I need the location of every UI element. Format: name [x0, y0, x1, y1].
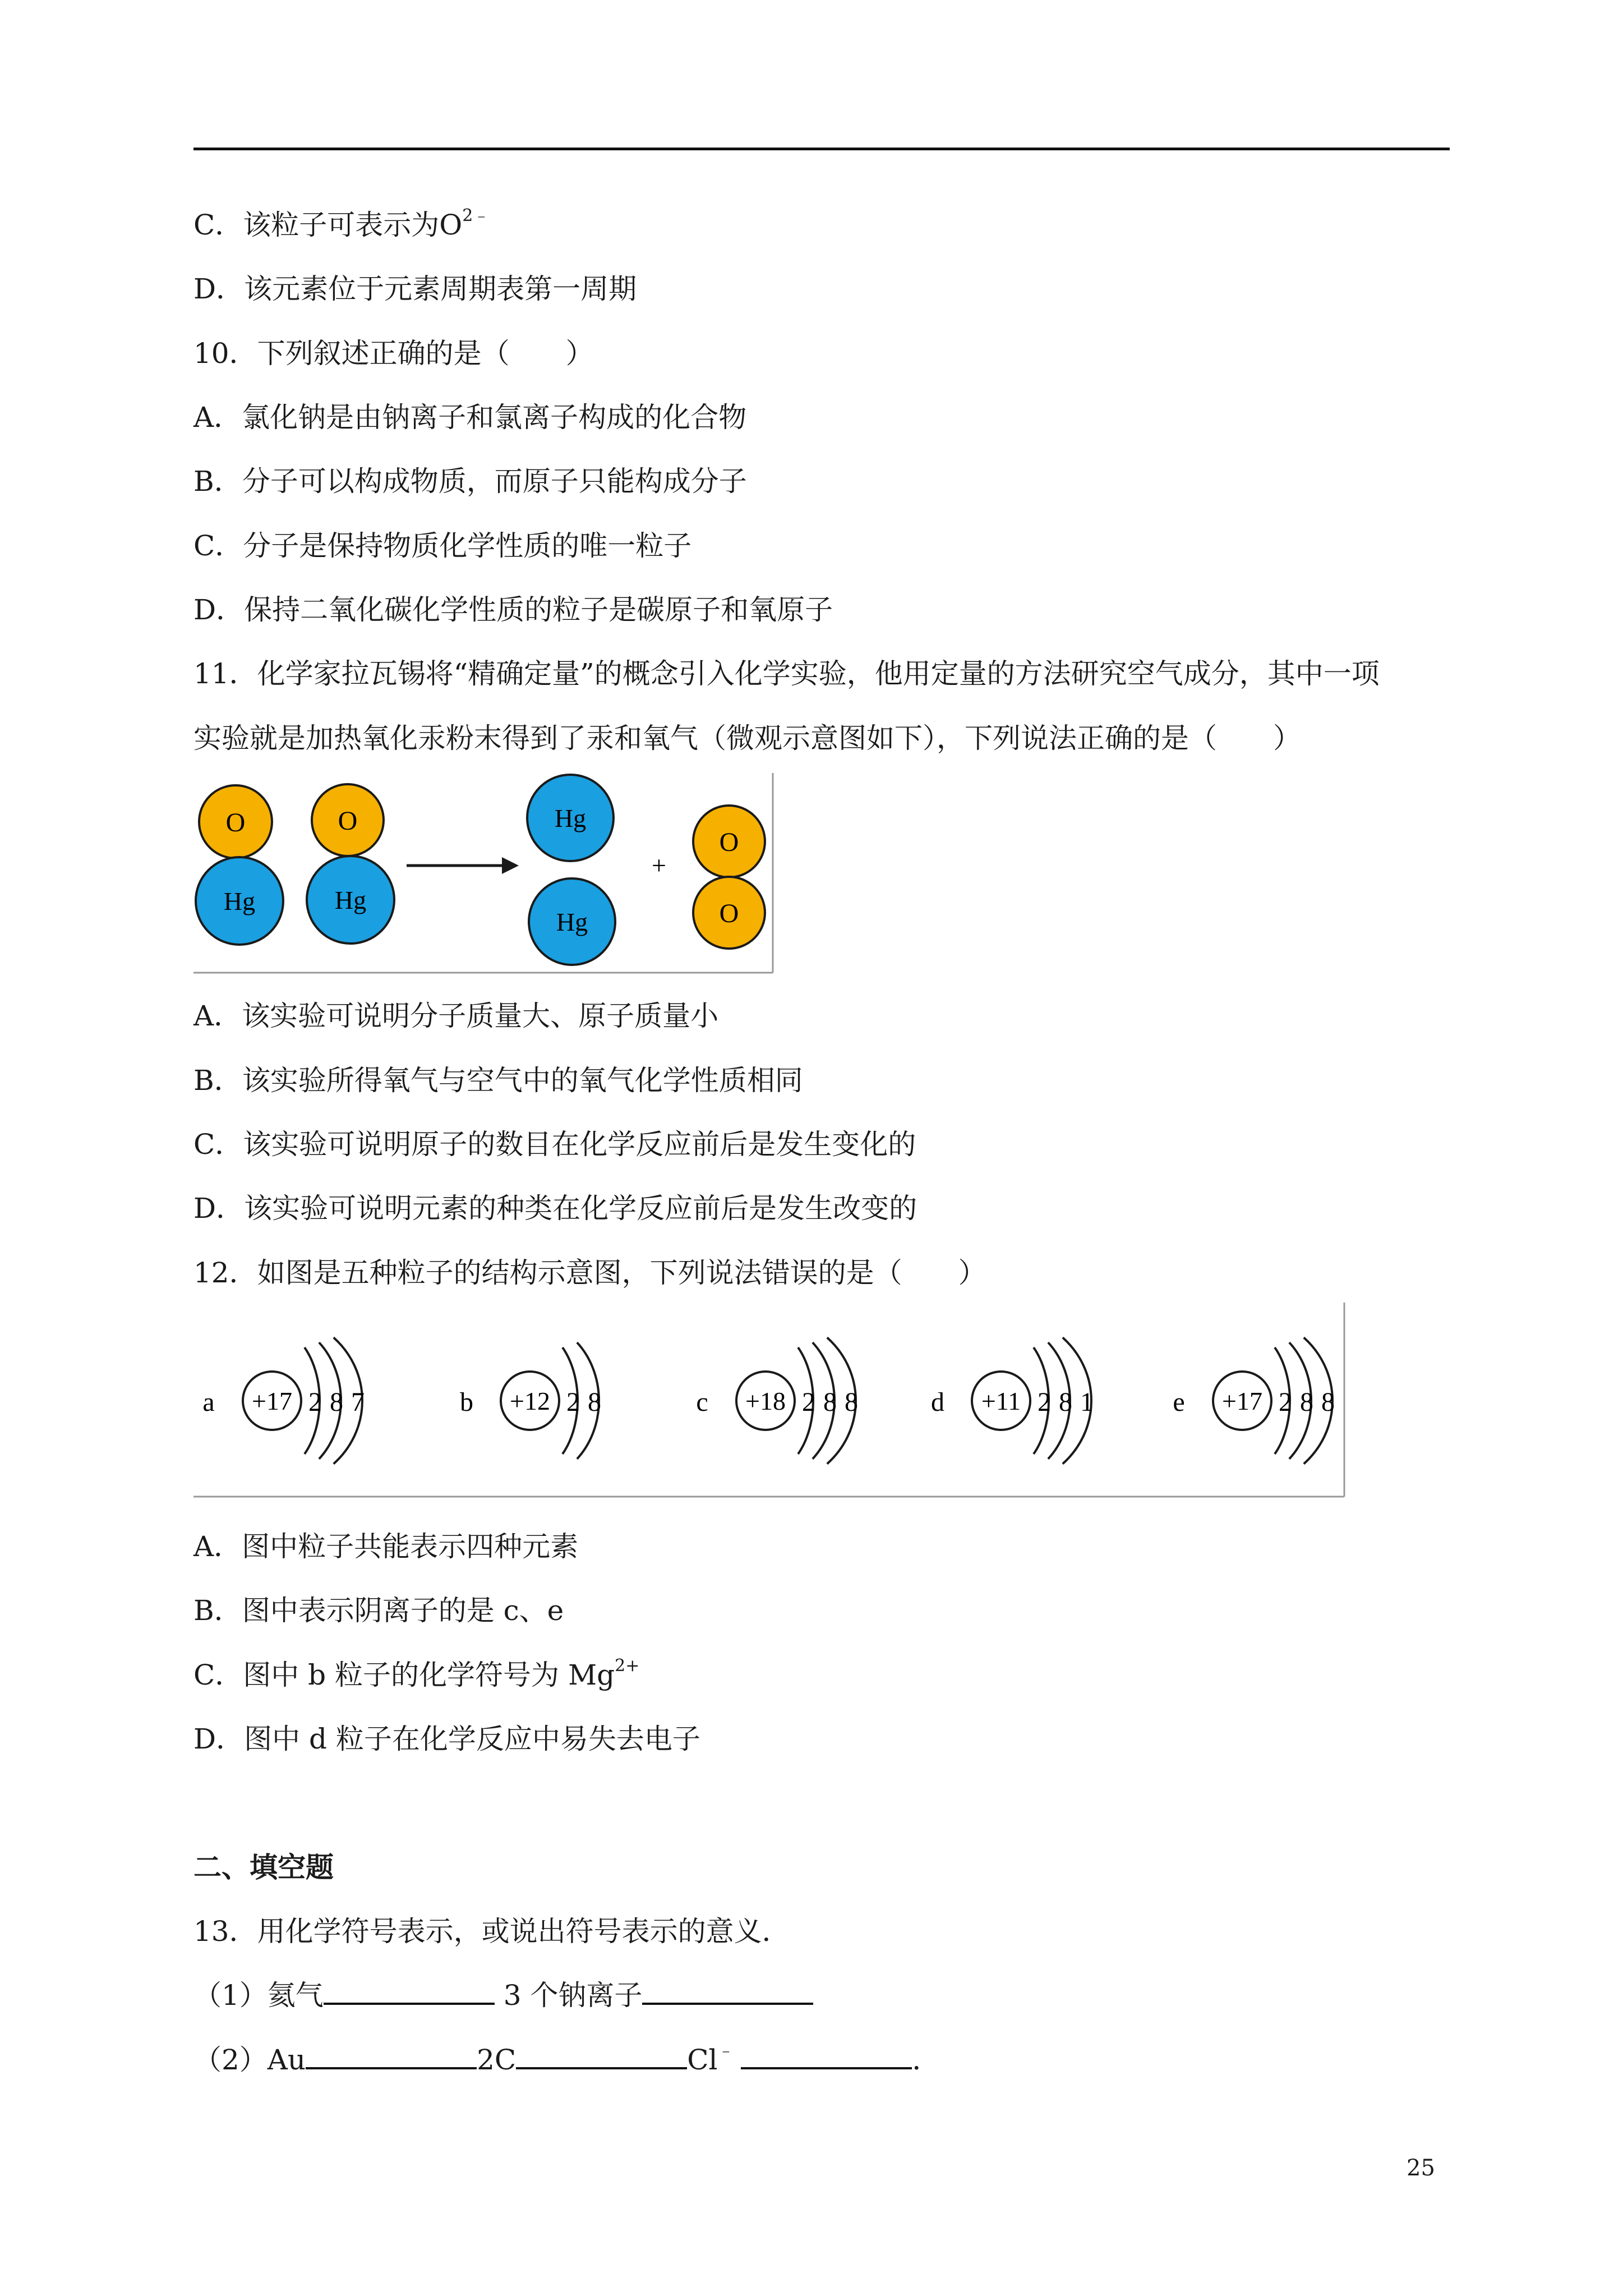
particle-b-nuclear-charge: +12 [510, 1387, 550, 1415]
question-13: 13．用化学符号表示，或说出符号表示的意义． [193, 1915, 790, 1948]
part2-cl-label: Cl [687, 2044, 718, 2076]
answer-blank-cl-ion[interactable] [741, 2042, 912, 2069]
product-mercury-label-2: Hg [556, 908, 588, 936]
option-12d: D．图中 d 粒子在化学反应中易失去电子 [193, 1723, 700, 1755]
option-11a: A．该实验可说明分子质量大、原子质量小 [193, 1000, 719, 1032]
particle-b-shell-1-count: 2 [566, 1387, 580, 1417]
particle-c-nuclear-charge: +18 [745, 1387, 786, 1415]
option-9c [193, 205, 490, 245]
part1-helium-label: （1）氦气 [193, 1979, 324, 2012]
option-10d: D．保持二氧化碳化学性质的粒子是碳原子和氧原子 [193, 593, 833, 626]
question-10: 10．下列叙述正确的是（ ） [193, 337, 594, 370]
option-9c-formula: O [439, 209, 463, 241]
product-oxygen-label-1: O [719, 827, 739, 857]
particle-a-shell-1-count: 2 [308, 1387, 322, 1417]
particle-a-nuclear-charge: +17 [252, 1387, 292, 1415]
particle-a-shell-2-count: 8 [330, 1387, 343, 1417]
plus-sign: + [652, 851, 666, 880]
particle-d-letter: d [931, 1387, 944, 1417]
particle-a-letter: a [202, 1387, 215, 1417]
particle-b-shell-2-count: 8 [588, 1387, 601, 1417]
option-11c: C．该实验可说明原子的数目在化学反应前后是发生变化的 [193, 1128, 916, 1161]
question-11-line2: 实验就是加热氧化汞粉末得到了汞和氧气（微观示意图如下），下列说法正确的是（ ） [193, 722, 1301, 754]
molecule1-oxygen-label: O [225, 808, 246, 838]
option-12c-text: C．图中 b 粒子的化学符号为 Mg [193, 1659, 615, 1691]
particle-c-letter: c [696, 1387, 708, 1417]
option-11b: B．该实验所得氧气与空气中的氧气化学性质相同 [193, 1064, 803, 1097]
figure-atomic-structures [193, 1303, 1346, 1499]
option-9c-text: C．该粒子可表示为 [193, 209, 440, 241]
option-9c-charge: 2﹣ [462, 206, 490, 226]
particle-d-shell-2-count: 8 [1059, 1387, 1072, 1417]
hgo-diagram-svg [193, 773, 774, 974]
option-12c-charge: 2+ [615, 1656, 640, 1676]
particle-e-letter: e [1173, 1387, 1185, 1417]
atomic-structures-svg [193, 1303, 1346, 1499]
particle-c-shell-2-count: 8 [823, 1387, 837, 1417]
product-oxygen-label-2: O [719, 899, 739, 928]
molecule2-oxygen-label: O [338, 806, 358, 836]
particle-e-shell-3-count: 8 [1321, 1387, 1335, 1417]
particle-e-shell-2-count: 8 [1300, 1387, 1313, 1417]
page-number: 25 [1407, 2155, 1435, 2181]
question-13-part1 [193, 1976, 813, 2015]
option-10c: C．分子是保持物质化学性质的唯一粒子 [193, 530, 692, 562]
particle-c-shell-1-count: 2 [802, 1387, 815, 1417]
part1-sodium-ions-label: 3 个钠离子 [494, 1979, 643, 2012]
particle-d-shell-1-count: 2 [1038, 1387, 1051, 1417]
particle-d-nuclear-charge: +11 [981, 1387, 1021, 1415]
particle-d-shell-3-count: 1 [1080, 1387, 1094, 1417]
part2-au-label: （2）Au [193, 2044, 306, 2076]
option-10a: A．氯化钠是由钠离子和氯离子构成的化合物 [193, 401, 747, 434]
question-11-line1: 11．化学家拉瓦锡将“精确定量”的概念引入化学实验，他用定量的方法研究空气成分，其中一项 [193, 657, 1380, 690]
option-10b: B．分子可以构成物质，而原子只能构成分子 [193, 465, 747, 498]
particle-e-nuclear-charge: +17 [1222, 1387, 1262, 1415]
question-12: 12．如图是五种粒子的结构示意图，下列说法错误的是（ ） [193, 1257, 986, 1289]
particle-a-shell-3-count: 7 [351, 1387, 365, 1417]
option-12c [193, 1655, 639, 1695]
option-12b: B．图中表示阴离子的是 c、e [193, 1594, 564, 1627]
part2-2c-label: 2C [477, 2044, 517, 2076]
answer-blank-sodium-ions[interactable] [642, 1978, 813, 2005]
answer-blank-2c[interactable] [516, 2042, 687, 2069]
particle-c-shell-3-count: 8 [845, 1387, 858, 1417]
option-9d: D．该元素位于元素周期表第一周期 [193, 273, 637, 305]
answer-blank-au[interactable] [306, 2042, 477, 2069]
particle-b-letter: b [460, 1387, 473, 1417]
question-13-part2 [193, 2040, 940, 2079]
molecule1-mercury-label: Hg [223, 887, 256, 915]
option-12a: A．图中粒子共能表示四种元素 [193, 1530, 579, 1563]
molecule2-mercury-label: Hg [334, 886, 367, 914]
particle-e-shell-1-count: 2 [1279, 1387, 1292, 1417]
option-11d: D．该实验可说明元素的种类在化学反应前后是发生改变的 [193, 1192, 917, 1225]
part2-end-period: ． [912, 2044, 940, 2076]
header-rule [193, 148, 1450, 150]
reaction-arrow-icon [407, 857, 519, 874]
section-fill-in-heading: 二、填空题 [193, 1851, 334, 1884]
product-mercury-label-1: Hg [554, 804, 587, 832]
figure-hgo-decomposition [193, 773, 774, 974]
part2-cl-charge: ﹣ [717, 2041, 735, 2060]
answer-blank-helium[interactable] [324, 1978, 495, 2005]
